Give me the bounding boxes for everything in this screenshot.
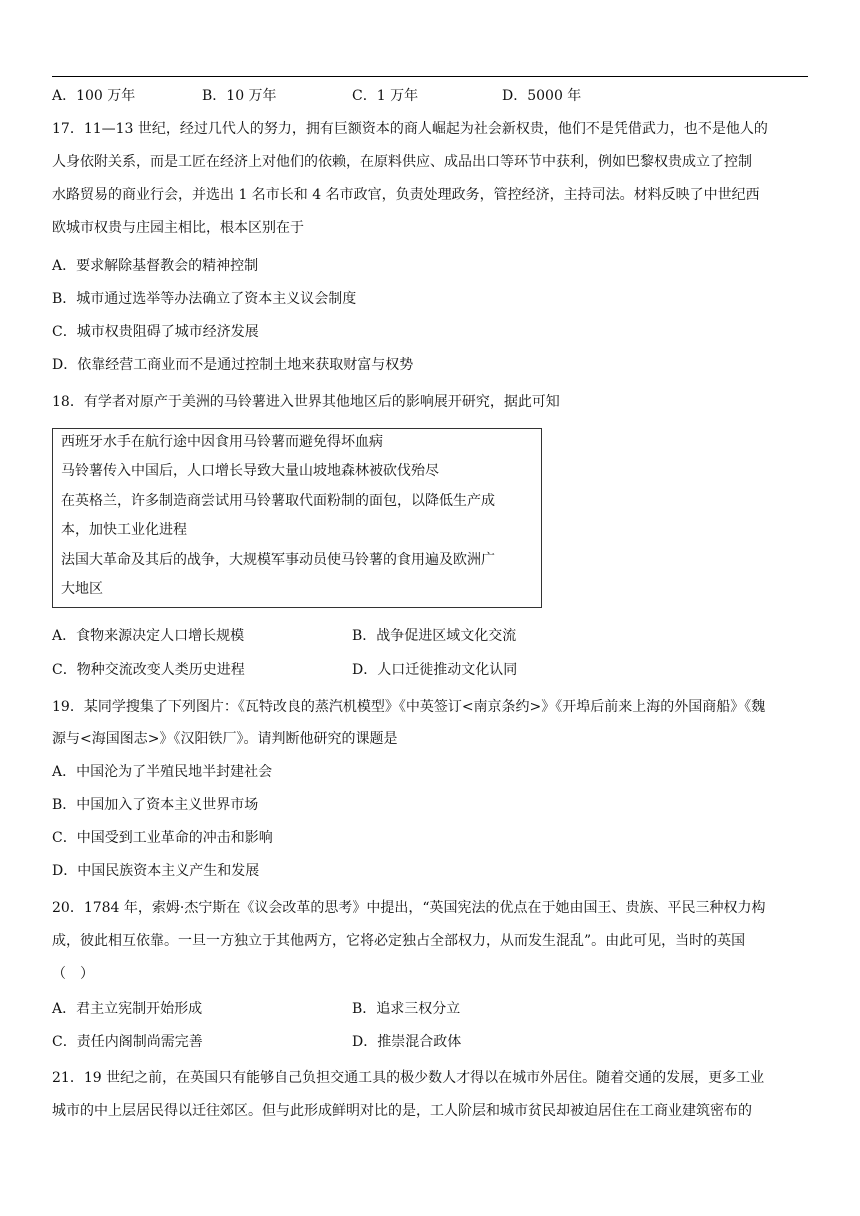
q16-option-d: D．5000 年 [502,88,582,104]
q18-material-line-3: 在英格兰，许多制造商尝试用马铃薯取代面粉制的面包，以降低生产成 [61,493,495,509]
q18-option-b: B．战争促进区域文化交流 [352,628,517,644]
q19-stem-line-1: 19．某同学搜集了下列图片：《瓦特改良的蒸汽机模型》《中英签订<南京条约>》《开埠后前来上海的外国商船》《魏 [52,699,766,715]
q17-stem-line-4: 欧城市权贵与庄园主相比，根本区别在于 [52,220,304,236]
q18-option-a: A．食物来源决定人口增长规模 [52,628,245,644]
q16-option-b: B．10 万年 [202,88,277,104]
q20-option-c: C．责任内阁制尚需完善 [52,1034,203,1050]
q17-stem-line-3: 水路贸易的商业行会，并选出 1 名市长和 4 名市政官，负责处理政务，管控经济，主持司法。材料反映了中世纪西 [52,187,760,203]
top-rule [52,76,808,77]
q18-material-line-2: 马铃薯传入中国后，人口增长导致大量山坡地森林被砍伐殆尽 [61,463,439,479]
q19-option-a: A．中国沦为了半殖民地半封建社会 [52,764,273,780]
q18-stem: 18．有学者对原产于美洲的马铃薯进入世界其他地区后的影响展开研究，据此可知 [52,394,560,410]
q17-option-d: D．依靠经营工商业而不是通过控制土地来获取财富与权势 [52,357,414,373]
q16-option-a: A．100 万年 [52,88,136,104]
q18-material-line-1: 西班牙水手在航行途中因食用马铃薯而避免得坏血病 [61,434,383,450]
q16-option-c: C．1 万年 [352,88,419,104]
q20-option-a: A．君主立宪制开始形成 [52,1001,203,1017]
q17-option-c: C．城市权贵阻碍了城市经济发展 [52,324,259,340]
q20-option-b: B．追求三权分立 [352,1001,461,1017]
q21-stem-line-2: 城市的中上层居民得以迁往郊区。但与此形成鲜明对比的是，工人阶层和城市贫民却被迫居住在工商业建筑密布的 [52,1103,752,1119]
q20-stem-line-2: 成，彼此相互依靠。一旦一方独立于其他两方，它将必定独占全部权力，从而发生混乱”。由此可见，当时的英国 [52,933,746,949]
q18-option-d: D．人口迁徙推动文化认同 [352,662,518,678]
q17-stem-line-1: 17．11—13 世纪，经过几代人的努力，拥有巨额资本的商人崛起为社会新权贵，他们不是凭借武力，也不是他人的 [52,121,768,137]
q20-answer-blank: （ ） [52,966,94,982]
q18-material-line-6: 大地区 [61,581,103,597]
q20-stem-line-1: 20．1784 年，索姆·杰宁斯在《议会改革的思考》中提出，“英国宪法的优点在于她由国王、贵族、平民三种权力构 [52,900,766,916]
q19-option-c: C．中国受到工业革命的冲击和影响 [52,830,273,846]
q17-stem-line-2: 人身依附关系，而是工匠在经济上对他们的依赖，在原料供应、成品出口等环节中获利，例如巴黎权贵成立了控制 [52,154,752,170]
q19-stem-line-2: 源与<海国图志>》《汉阳铁厂》。请判断他研究的课题是 [52,731,398,747]
q17-option-a: A．要求解除基督教会的精神控制 [52,258,259,274]
q17-option-b: B．城市通过选举等办法确立了资本主义议会制度 [52,291,357,307]
q18-option-c: C．物种交流改变人类历史进程 [52,662,245,678]
q21-stem-line-1: 21．19 世纪之前，在英国只有能够自己负担交通工具的极少数人才得以在城市外居住。随着交通的发展，更多工业 [52,1070,765,1086]
q19-option-b: B．中国加入了资本主义世界市场 [52,797,259,813]
q18-material-line-4: 本，加快工业化进程 [61,522,187,538]
q19-option-d: D．中国民族资本主义产生和发展 [52,863,260,879]
q20-option-d: D．推崇混合政体 [352,1034,462,1050]
q18-material-line-5: 法国大革命及其后的战争，大规模军事动员使马铃薯的食用遍及欧洲广 [61,552,495,568]
q18-material-box [52,428,542,608]
